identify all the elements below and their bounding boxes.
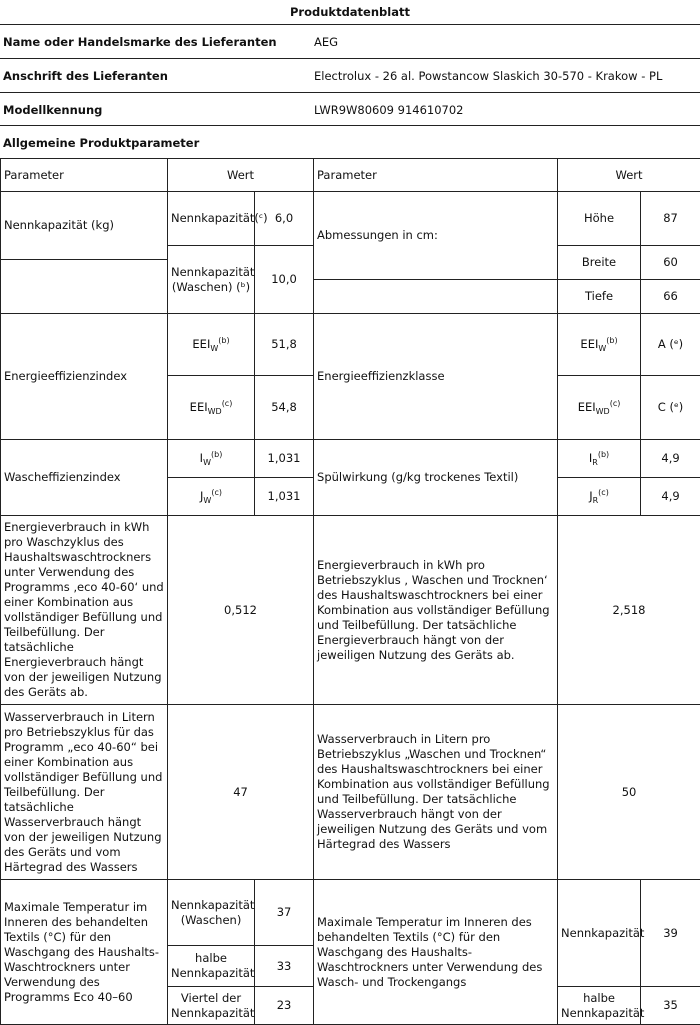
nennkapazitaet-label-end xyxy=(1,280,168,314)
temp-trocken-r2-value: 35 xyxy=(641,987,700,1025)
temp-trocken-label: Maximale Temperatur im Inneren des behandelten Textils (°C) für den Waschgang des Haushalts-Waschtrockners unter Verwendung des Wasch- und Trockengangs xyxy=(314,880,558,1025)
nennkapazitaet-sub1-value: 6,0 xyxy=(255,192,314,246)
wasser-wasch-label: Wasserverbrauch in Litern pro Betriebszyklus für das Programm „eco 40-60“ bei einer Kombination aus vollständiger Befüllung und Teilbefüllung. Der tatsächliche Wasserverbrauch hängt von der jeweiligen Nutzung des Geräts und vom Härtegrad des Wassers xyxy=(1,705,168,880)
temp-trocken-r1-label: Nennkapazität xyxy=(558,880,641,987)
eei-wd-label: $EEI_{WD}^{(c)}$ xyxy=(168,376,255,440)
table-header-row xyxy=(1,159,700,192)
supplier-name-value: AEG xyxy=(314,25,338,59)
ir-label: $I_R^{(b)}$ xyxy=(558,440,641,478)
table-row xyxy=(1,880,700,946)
wasser-trocken-label: Wasserverbrauch in Litern pro Betriebszyklus „Waschen und Trocknen“ des Haushaltswaschtrockners bei einer Kombination aus vollständiger Befüllung und Teilbefüllung. Der tatsächliche Wasserverbrauch hängt von der jeweiligen Nutzung des Geräts und vom Härtegrad des Wassers xyxy=(314,705,558,880)
wasser-trocken-value: 50 xyxy=(558,705,700,880)
supplier-name-row xyxy=(0,24,700,59)
model-id-row xyxy=(0,92,700,126)
energie-trocken-value: 2,518 xyxy=(558,516,700,705)
table-row xyxy=(1,440,700,478)
nennkapazitaet-label-cont xyxy=(1,260,168,280)
product-parameter-table xyxy=(0,158,700,1025)
jw-value: 1,031 xyxy=(255,478,314,516)
energie-trocken-label: Energieverbrauch in kWh pro Betriebszyklus , Waschen und Trocknen‘ des Haushaltswaschtrockners bei einer Kombination aus vollständiger Befüllung und Teilbefüllung. Der tatsächliche Energieverbrauch hängt von der jeweiligen Nutzung des Geräts ab. xyxy=(314,516,558,705)
temp-wasch-r2-label: halbe Nennkapazität xyxy=(168,946,255,987)
jw-label: $J_W^{(c)}$ xyxy=(168,478,255,516)
jr-value: 4,9 xyxy=(641,478,700,516)
table-row xyxy=(1,705,700,880)
temp-wasch-r1-value: 37 xyxy=(255,880,314,946)
supplier-address-row xyxy=(0,58,700,93)
eei-w-label: $EEI_W^{(b)}$ xyxy=(168,314,255,376)
temp-trocken-r1-value: 39 xyxy=(641,880,700,987)
table-row xyxy=(1,516,700,705)
ir-value: 4,9 xyxy=(641,440,700,478)
jr-label: $J_R^{(c)}$ xyxy=(558,478,641,516)
iw-label: $I_W^{(b)}$ xyxy=(168,440,255,478)
table-row xyxy=(1,192,700,226)
hoehe-value: 87 xyxy=(641,192,700,246)
column-header-parameter-right: Parameter xyxy=(314,159,558,192)
column-header-parameter: Parameter xyxy=(1,159,168,192)
document-title: Produktdatenblatt xyxy=(0,0,700,24)
column-header-wert: Wert xyxy=(168,159,314,192)
table-row xyxy=(1,314,700,376)
energie-wasch-label: Energieverbrauch in kWh pro Waschzyklus des Haushaltswaschtrockners unter Verwendung des Programms ‚eco 40-60‘ und einer Kombination aus vollständiger Befüllung und Teilbefüllung. Der tatsächliche Energieverbrauch hängt von der jeweiligen Nutzung des Geräts ab. xyxy=(1,516,168,705)
eei-w-value: 51,8 xyxy=(255,314,314,376)
temp-wasch-r1-label: Nennkapazität (Waschen) xyxy=(168,880,255,946)
supplier-address-value: Electrolux - 26 al. Powstancow Slaskich 30-570 - Krakow - PL xyxy=(314,59,662,93)
tiefe-value: 66 xyxy=(641,280,700,314)
temp-wasch-r2-value: 33 xyxy=(255,946,314,987)
eei-wd-value: 54,8 xyxy=(255,376,314,440)
energie-wasch-value: 0,512 xyxy=(168,516,314,705)
breite-label: Breite xyxy=(558,246,641,280)
temp-wasch-label: Maximale Temperatur im Inneren des behandelten Textils (°C) für den Waschgang des Haushalts-Waschtrockners unter Verwendung des Programms Eco 40–60 xyxy=(1,880,168,1025)
eek-wd-label: $EEI_{WD}^{(c)}$ xyxy=(558,376,641,440)
spuelwirkung-label: Spülwirkung (g/kg trockenes Textil) xyxy=(314,440,558,516)
model-id-label: Modellkennung xyxy=(3,93,102,126)
nennkapazitaet-sub2-value: 10,0 xyxy=(255,246,314,314)
general-params-row xyxy=(0,125,700,159)
eek-label: Energieeffizienzklasse xyxy=(314,314,558,440)
model-id-value: LWR9W80609 914610702 xyxy=(314,93,464,126)
breite-value: 60 xyxy=(641,246,700,280)
supplier-address-label: Anschrift des Lieferanten xyxy=(3,59,168,93)
eei-label: Energieeffizienzindex xyxy=(1,314,168,440)
tiefe-label: Tiefe xyxy=(558,280,641,314)
nennkapazitaet-sub1-label: Nennkapazität(ᶜ) xyxy=(168,192,255,246)
abmessungen-label: Abmessungen in cm: xyxy=(314,192,558,280)
supplier-name-label: Name oder Handelsmarke des Lieferanten xyxy=(3,25,277,59)
temp-wasch-r3-value: 23 xyxy=(255,987,314,1025)
temp-trocken-r2-label: halbe Nennkapazität xyxy=(558,987,641,1025)
eek-wd-value: C (ᵉ) xyxy=(641,376,700,440)
temp-wasch-r3-label: Viertel der Nennkapazität xyxy=(168,987,255,1025)
column-header-wert-right: Wert xyxy=(558,159,700,192)
nennkapazitaet-sub2-label: Nennkapazität (Waschen) (ᵇ) xyxy=(168,246,255,314)
general-params-heading: Allgemeine Produktparameter xyxy=(3,126,199,159)
table-row xyxy=(1,280,700,314)
nennkapazitaet-label: Nennkapazität (kg) xyxy=(1,192,168,260)
eek-w-label: $EEI_W^{(b)}$ xyxy=(558,314,641,376)
abmessungen-label-end xyxy=(314,280,558,314)
hoehe-label: Höhe xyxy=(558,192,641,246)
wascheffizienz-label: Wascheffizienzindex xyxy=(1,440,168,516)
iw-value: 1,031 xyxy=(255,440,314,478)
eek-w-value: A (ᵉ) xyxy=(641,314,700,376)
wasser-wasch-value: 47 xyxy=(168,705,314,880)
